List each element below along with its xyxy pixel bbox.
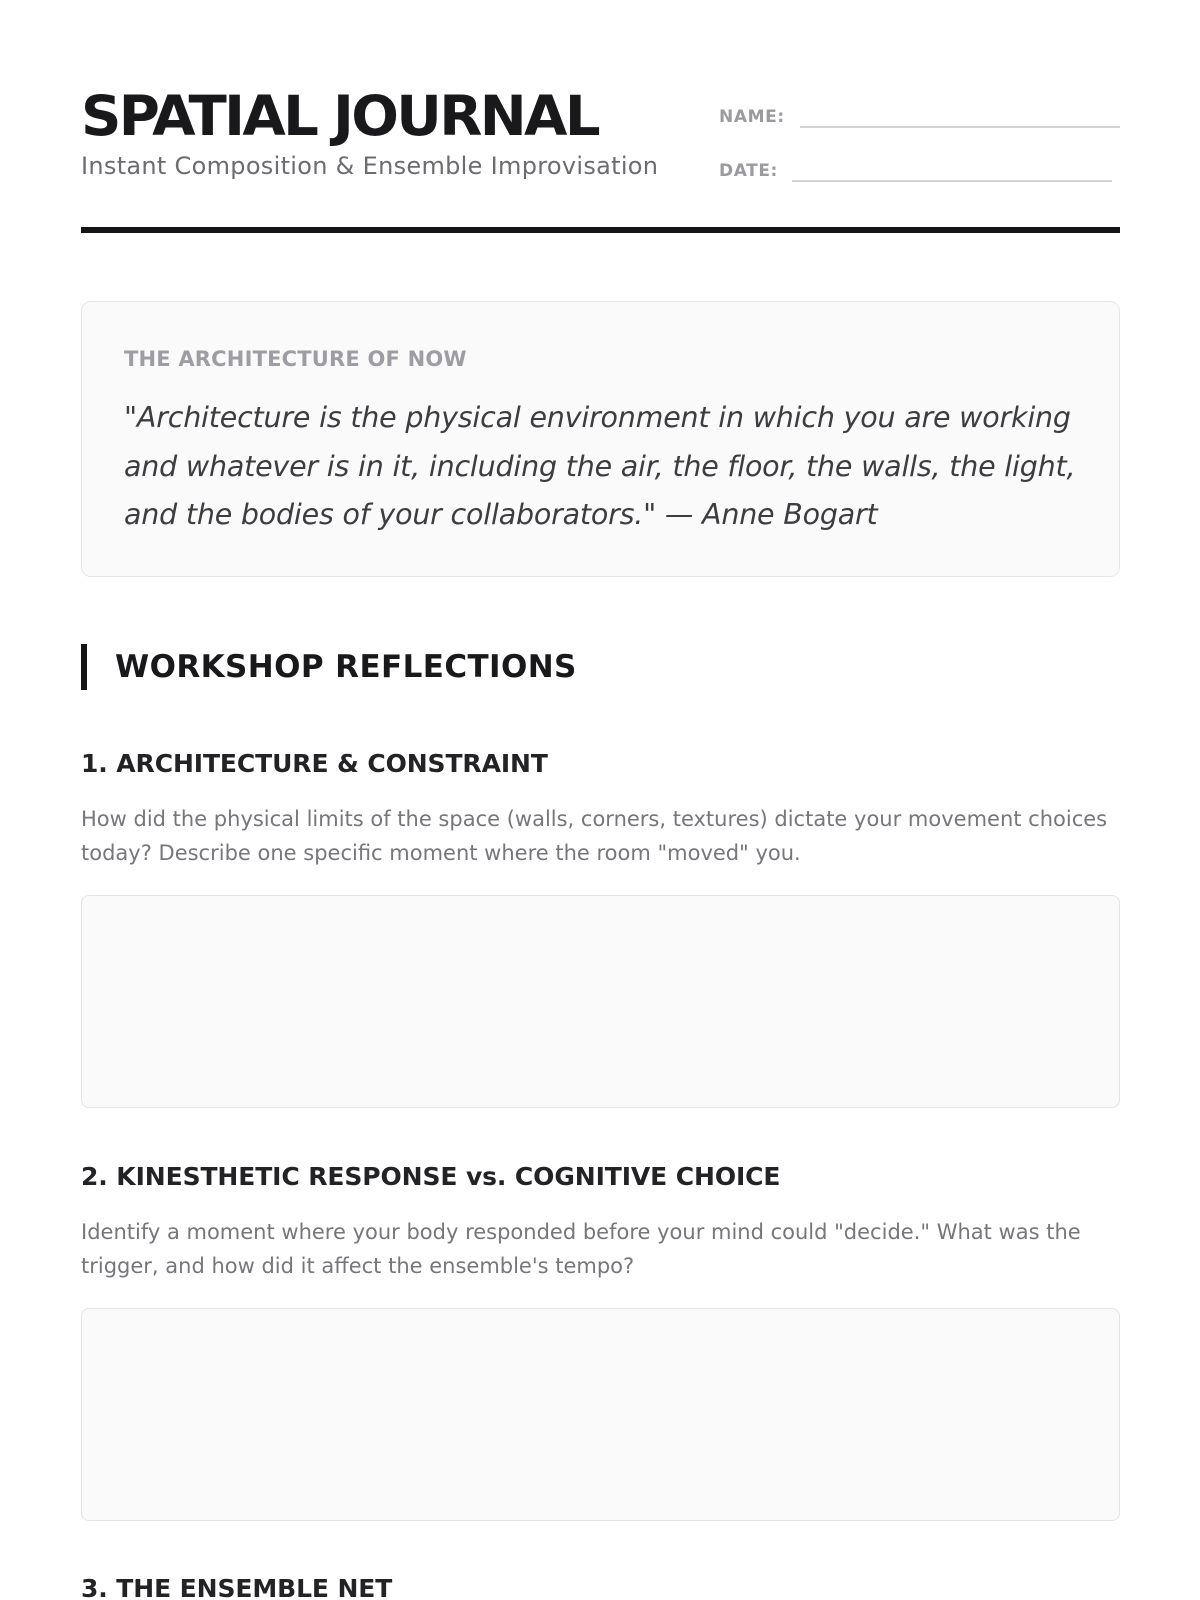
page-subtitle: Instant Composition & Ensemble Improvisation: [81, 152, 659, 180]
name-label: NAME:: [719, 107, 785, 127]
journal-header: [81, 82, 1120, 232]
quote-heading: THE ARCHITECTURE OF NOW: [124, 347, 467, 371]
question-3: [81, 1570, 1120, 1600]
question-prompt: Identify a moment where your body responded before your mind could "decide." What was the trigger, and how did it affect the ensemble's tempo?: [81, 1220, 1081, 1278]
question-2: [81, 1158, 1120, 1521]
answer-box-1[interactable]: [81, 895, 1120, 1108]
name-row: [719, 98, 1120, 128]
date-field[interactable]: [792, 152, 1112, 182]
question-title: 3. THE ENSEMBLE NET: [81, 1574, 393, 1600]
question-prompt: How did the physical limits of the space (walls, corners, textures) dictate your movement choices today? Describe one specific moment where the room "moved" you.: [81, 807, 1108, 865]
section-title: WORKSHOP REFLECTIONS: [81, 644, 577, 690]
question-title: 2. KINESTHETIC RESPONSE vs. COGNITIVE CHOICE: [81, 1162, 781, 1191]
header-divider: [81, 227, 1120, 233]
page-title: SPATIAL JOURNAL: [81, 84, 598, 148]
question-1: [81, 745, 1120, 1108]
answer-box-2[interactable]: [81, 1308, 1120, 1521]
date-label: DATE:: [719, 161, 778, 181]
question-title: 1. ARCHITECTURE & CONSTRAINT: [81, 749, 548, 778]
name-field[interactable]: [800, 98, 1120, 128]
quote-text: "Architecture is the physical environment in which you are working and whatever is in it, including the air, the floor, the walls, the light, and the bodies of your collaborators." — Anne Bogart: [124, 401, 1076, 531]
quote-box: [81, 301, 1120, 577]
date-row: [719, 152, 1112, 182]
